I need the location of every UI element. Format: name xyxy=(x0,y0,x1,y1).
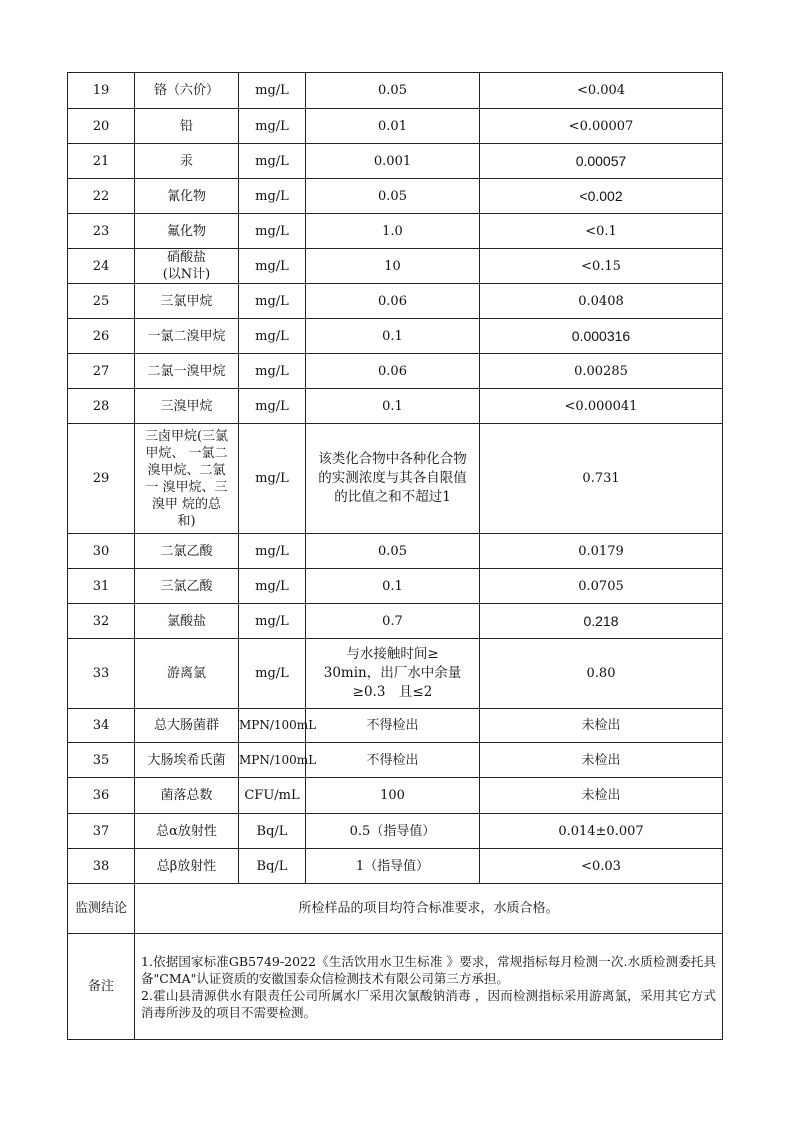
table-row xyxy=(68,639,723,709)
limit-value: 0.1 xyxy=(306,319,480,354)
row-number: 21 xyxy=(68,144,135,179)
limit-value: 0.001 xyxy=(306,144,480,179)
row-number: 23 xyxy=(68,214,135,249)
item-name: 三氯乙酸 xyxy=(135,569,239,604)
row-number: 26 xyxy=(68,319,135,354)
row-number: 30 xyxy=(68,534,135,569)
row-number: 32 xyxy=(68,604,135,639)
row-number: 22 xyxy=(68,179,135,214)
test-result: 未检出 xyxy=(480,778,723,814)
limit-line: 该类化合物中各种化合物 xyxy=(318,451,467,467)
limit-value: 0.5（指导值） xyxy=(306,814,480,849)
remark-item: 1.依据国家标准GB5749-2022《生活饮用水卫生标准 》要求，常规指标每月检测一次.水质检测委托具备"CMA"认证资质的安徽国泰众信检测技术有限公司第三方承担。 xyxy=(141,953,716,986)
limit-value: 0.05 xyxy=(306,534,480,569)
limit-value: 10 xyxy=(306,249,480,284)
table-row xyxy=(68,284,723,319)
item-name: 大肠埃希氏菌 xyxy=(135,743,239,778)
item-name-line: 甲烷、 一氯二 xyxy=(145,445,228,461)
limit-value: 不得检出 xyxy=(306,709,480,743)
item-name: 二氯乙酸 xyxy=(135,534,239,569)
item-name: 一氯二溴甲烷 xyxy=(135,319,239,354)
unit: mg/L xyxy=(239,319,306,354)
test-result: 0.0179 xyxy=(480,534,723,569)
limit-line: 的比值之和不超过1 xyxy=(334,489,451,505)
unit: mg/L xyxy=(239,144,306,179)
item-name-line: 和) xyxy=(177,513,196,529)
item-name: 氟化物 xyxy=(135,214,239,249)
test-result: <0.004 xyxy=(480,73,723,109)
table-row xyxy=(68,389,723,424)
item-name xyxy=(135,424,239,534)
row-number: 35 xyxy=(68,743,135,778)
item-name: 总α放射性 xyxy=(135,814,239,849)
unit: mg/L xyxy=(239,284,306,319)
unit: CFU/mL xyxy=(239,778,306,814)
test-result: <0.00007 xyxy=(480,109,723,144)
item-name: 氰化物 xyxy=(135,179,239,214)
limit-value xyxy=(306,424,480,534)
table-row xyxy=(68,109,723,144)
limit-line: 与水接触时间≥ xyxy=(346,646,439,662)
row-number: 19 xyxy=(68,73,135,109)
table-row xyxy=(68,73,723,109)
table-row xyxy=(68,604,723,639)
unit: mg/L xyxy=(239,73,306,109)
item-name-line: 溴甲烷、二氯 xyxy=(147,462,226,478)
row-number: 24 xyxy=(68,249,135,284)
limit-value: 0.06 xyxy=(306,354,480,389)
item-name: 汞 xyxy=(135,144,239,179)
conclusion-text: 所检样品的项目均符合标准要求，水质合格。 xyxy=(135,884,723,934)
test-result: 0.000316 xyxy=(480,319,723,354)
limit-value: 100 xyxy=(306,778,480,814)
row-number: 27 xyxy=(68,354,135,389)
table-row xyxy=(68,249,723,284)
item-name-line: 一 溴甲烷、三 xyxy=(145,479,228,495)
table-row xyxy=(68,319,723,354)
test-result: 0.00285 xyxy=(480,354,723,389)
item-name: 氯酸盐 xyxy=(135,604,239,639)
item-name: 铅 xyxy=(135,109,239,144)
test-result: 0.0408 xyxy=(480,284,723,319)
unit: MPN/100mL xyxy=(239,709,306,743)
table-row xyxy=(68,179,723,214)
table-row xyxy=(68,743,723,778)
limit-line: 30min，出厂水中余量 xyxy=(323,665,462,681)
row-number: 36 xyxy=(68,778,135,814)
limit-value: 1（指导值） xyxy=(306,849,480,884)
test-result: <0.002 xyxy=(480,179,723,214)
test-result: <0.000041 xyxy=(480,389,723,424)
unit: mg/L xyxy=(239,604,306,639)
limit-value: 0.7 xyxy=(306,604,480,639)
row-number: 28 xyxy=(68,389,135,424)
unit: mg/L xyxy=(239,179,306,214)
row-number: 38 xyxy=(68,849,135,884)
unit: mg/L xyxy=(239,639,306,709)
test-result: <0.15 xyxy=(480,249,723,284)
limit-value: 0.1 xyxy=(306,569,480,604)
test-result: 0.731 xyxy=(480,424,723,534)
test-result: <0.03 xyxy=(480,849,723,884)
test-result: 未检出 xyxy=(480,709,723,743)
row-number: 34 xyxy=(68,709,135,743)
limit-value: 0.05 xyxy=(306,179,480,214)
unit: mg/L xyxy=(239,569,306,604)
unit: mg/L xyxy=(239,109,306,144)
item-name-line: 三卤甲烷(三氯 xyxy=(144,428,229,444)
row-number: 29 xyxy=(68,424,135,534)
table-row xyxy=(68,778,723,814)
unit: mg/L xyxy=(239,249,306,284)
table-row xyxy=(68,534,723,569)
table-row xyxy=(68,354,723,389)
conclusion-label: 监测结论 xyxy=(68,884,135,934)
table-row xyxy=(68,569,723,604)
conclusion-row xyxy=(68,884,723,934)
item-name: 菌落总数 xyxy=(135,778,239,814)
item-name: 三溴甲烷 xyxy=(135,389,239,424)
limit-value: 1.0 xyxy=(306,214,480,249)
remark-item: 2.霍山县清源供水有限责任公司所属水厂采用次氯酸钠消毒 ，因而检测指标采用游离氯，采用其它方式消毒所涉及的项目不需要检测。 xyxy=(141,987,716,1020)
limit-value: 0.01 xyxy=(306,109,480,144)
row-number: 31 xyxy=(68,569,135,604)
table-row xyxy=(68,709,723,743)
item-name: 铬（六价） xyxy=(135,73,239,109)
unit: MPN/100mL xyxy=(239,743,306,778)
table-row xyxy=(68,214,723,249)
unit: Bq/L xyxy=(239,814,306,849)
item-name xyxy=(135,249,239,284)
item-name: 总大肠菌群 xyxy=(135,709,239,743)
item-name: 二氯一溴甲烷 xyxy=(135,354,239,389)
unit: mg/L xyxy=(239,354,306,389)
limit-value: 0.1 xyxy=(306,389,480,424)
limit-value: 不得检出 xyxy=(306,743,480,778)
row-number: 33 xyxy=(68,639,135,709)
limit-line: 的实测浓度与其各自限值 xyxy=(318,470,467,486)
table-row xyxy=(68,424,723,534)
unit: mg/L xyxy=(239,389,306,424)
row-number: 20 xyxy=(68,109,135,144)
row-number: 37 xyxy=(68,814,135,849)
row-number: 25 xyxy=(68,284,135,319)
remarks-text xyxy=(135,934,723,1040)
unit: Bq/L xyxy=(239,849,306,884)
limit-value: 0.06 xyxy=(306,284,480,319)
limit-line: ≥0.3 且≤2 xyxy=(352,684,433,700)
test-result: 0.00057 xyxy=(480,144,723,179)
table-row xyxy=(68,814,723,849)
item-name: 游离氯 xyxy=(135,639,239,709)
item-name: 总β放射性 xyxy=(135,849,239,884)
table-row xyxy=(68,144,723,179)
item-name-line: 溴甲 烷的总 xyxy=(151,496,222,512)
test-result: <0.1 xyxy=(480,214,723,249)
item-name-line: 硝酸盐 xyxy=(166,250,206,265)
item-name: 三氯甲烷 xyxy=(135,284,239,319)
remarks-row xyxy=(68,934,723,1040)
test-result: 0.0705 xyxy=(480,569,723,604)
test-result: 0.014±0.007 xyxy=(480,814,723,849)
test-result: 0.218 xyxy=(480,604,723,639)
test-result: 未检出 xyxy=(480,743,723,778)
table-row xyxy=(68,849,723,884)
test-result: 0.80 xyxy=(480,639,723,709)
unit: mg/L xyxy=(239,214,306,249)
water-quality-table xyxy=(67,72,723,1040)
item-name-line: (以N计) xyxy=(162,267,211,282)
remarks-label: 备注 xyxy=(68,934,135,1040)
unit: mg/L xyxy=(239,424,306,534)
limit-value xyxy=(306,639,480,709)
limit-value: 0.05 xyxy=(306,73,480,109)
unit: mg/L xyxy=(239,534,306,569)
